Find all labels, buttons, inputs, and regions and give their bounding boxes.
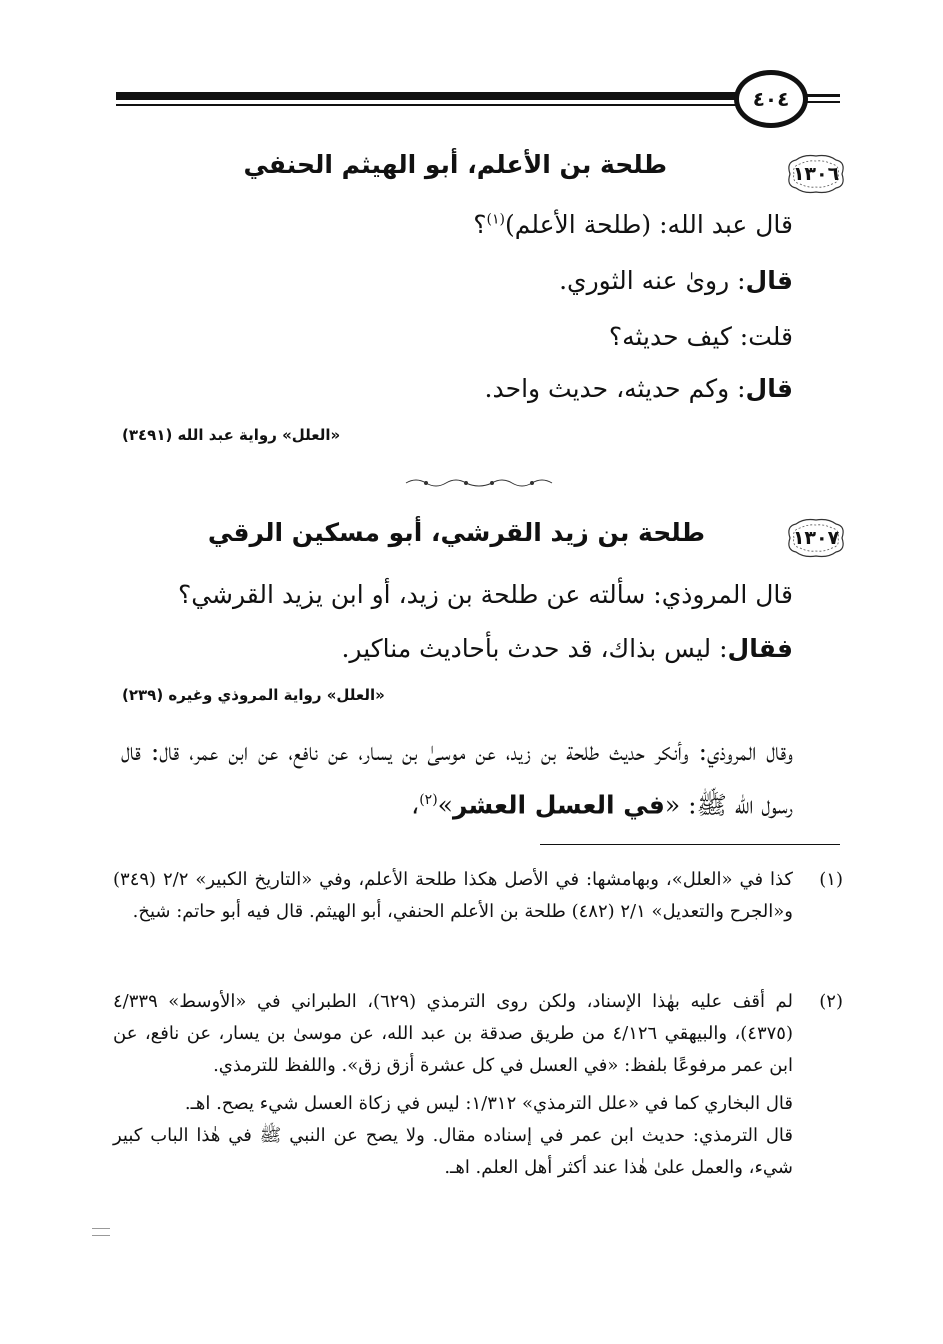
source-citation: «العلل» رواية عبد الله (٣٤٩١): [122, 426, 341, 444]
footnote-text: كذا في «العلل»، وبهامشها: في الأصل هكذا طلحة الأعلم، وفي «التاريخ الكبير» ٢/٢ (٣٤٩) و«الجرح والتعديل» ٢/١ (٤٨٢) طلحة بن الأعلم الحنفي، أبو الهيثم. قال فيه أبو حاتم: شيخ.: [113, 869, 793, 922]
footnote-number: (١): [819, 869, 843, 890]
footnote-ref: (١): [486, 211, 505, 228]
paragraph-quote-close: »: [437, 790, 453, 820]
line-text: : وكم حديثه، حديث واحد.: [484, 374, 746, 403]
header-rule-thin: [116, 104, 736, 106]
paragraph-end: ،: [411, 790, 420, 820]
paragraph-text: وقال المروذي: وأنكر حديث طلحة بن زيد، عن موسىٰ بن يسار، عن نافع، عن ابن عمر، قال: قال رسول الله ﷺ: «: [121, 737, 793, 820]
page-number: [734, 70, 808, 128]
text-line: [341, 634, 793, 663]
entry-title: طلحة بن الأعلم، أبو الهيثم الحنفي: [243, 150, 667, 179]
header-rule: [116, 92, 736, 100]
footnote-text: قال البخاري كما في «علل الترمذي» ١/٣١٢: ليس في زكاة العسل شيء يصح. اهـ.: [184, 1093, 793, 1114]
source-citation: «العلل» رواية المروذي وغيره (٢٣٩): [122, 686, 385, 704]
footnote: [113, 986, 843, 1184]
text-line: [609, 322, 793, 351]
line-text: : ليس بذاك، قد حدث بأحاديث مناكير.: [341, 634, 728, 663]
speaker-label: قال: [745, 374, 793, 403]
entry-title: طلحة بن زيد القرشي، أبو مسكين الرقي: [207, 518, 705, 547]
footnote-ref: (٢): [419, 792, 438, 808]
line-text: : روىٰ عنه الثوري.: [559, 266, 746, 295]
entry-number-badge: [784, 152, 848, 196]
line-text: قال عبد الله: (طلحة الأعلم): [504, 210, 793, 239]
paragraph: [121, 728, 793, 829]
speaker-label: قال: [745, 266, 793, 295]
footnote: [113, 864, 843, 928]
text-line: [559, 266, 793, 295]
text-line: [485, 374, 793, 403]
entry-number-badge: [784, 516, 848, 560]
quoted-hadith: في العسل العشر: [452, 790, 665, 820]
text-line: [178, 580, 793, 609]
speaker-label: فقال: [727, 634, 793, 663]
line-text: قلت: كيف حديثه؟: [608, 322, 793, 351]
entry-number: ١٣٠٧: [792, 527, 840, 549]
footnote-separator: [540, 844, 840, 845]
line-text-tail: ؟: [473, 210, 487, 239]
line-text: قال المروذي: سألته عن طلحة بن زيد، أو ابن يزيد القرشي؟: [177, 580, 793, 609]
text-line: [473, 210, 793, 239]
entry-number: ١٣٠٦: [792, 163, 840, 185]
footnote-text: لم أقف عليه بهٰذا الإسناد، ولكن روى الترمذي (٦٢٩)، الطبراني في «الأوسط» ٤/٣٣٩ (٤٣٧٥)، والبيهقي ٤/١٢٦ من طريق صدقة بن عبد الله، عن موسىٰ بن يسار، عن نافع، عن ابن عمر مرفوعًا بلفظ: «في العسل في كل عشرة أزق زق». واللفظ للترمذي.: [113, 991, 794, 1076]
footnote-text: قال الترمذي: حديث ابن عمر في إسناده مقال. ولا يصح عن النبي ﷺ في هٰذا الباب كبير شيء، والعمل علىٰ هٰذا عند أكثر أهل العلم. اهـ.: [113, 1125, 793, 1178]
page-number-text: ٤٠٤: [752, 87, 790, 111]
divider-ornament-icon: [404, 476, 554, 490]
margin-mark: [92, 1228, 110, 1236]
footnote-number: (٢): [819, 991, 843, 1012]
